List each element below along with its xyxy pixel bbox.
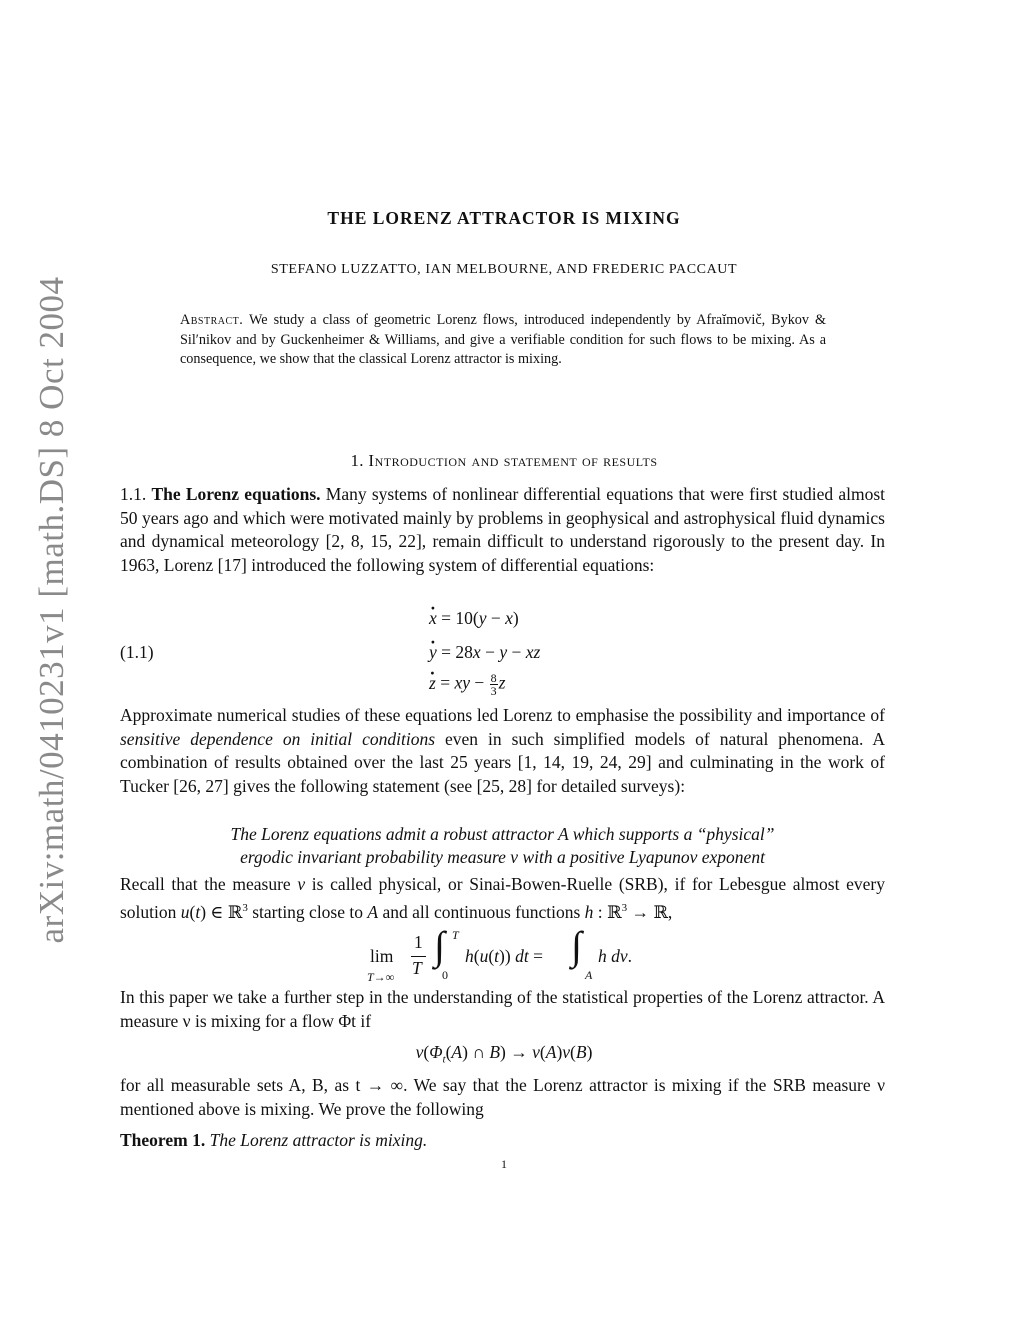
section-title: Introduction and statement of results (368, 451, 658, 470)
section-number: 1. (350, 451, 364, 470)
abstract-label: Abstract. (180, 312, 244, 328)
paragraph-2-before: Approximate numerical studies of these equations led Lorenz to emphasise the possibility and importance of (120, 705, 885, 725)
paper-title: THE LORENZ ATTRACTOR IS MIXING (327, 208, 681, 228)
abstract (180, 311, 826, 370)
intro-paragraph (120, 483, 885, 577)
section-heading (0, 451, 1008, 471)
equation-number: (1.1) (120, 642, 154, 662)
equation-x-dot: x · = 10(y − x) (429, 608, 519, 629)
paragraph-1-text: Many systems of nonlinear differential equations that were first studied almost 50 years ago and which were motivated mainly by problems in geophysical and astrophysical fluid dynamics and dynamical meteorology [2, 8, 15, 22], remain difficult to understand rigorously to the present day. In 1963, Lorenz [17] introduced the following system of differential equations: (120, 484, 885, 575)
paragraph-2-after: even in such simplified models of natural phenomena. A combination of results obtained over the last 25 years [1, 14, 19, 24, 29] and culminating in the work of Tucker [26, 27] gives the following statement (see [25, 28] for detailed surveys): (120, 728, 885, 796)
paragraph-2-emphasis: sensitive dependence on initial conditions (120, 728, 436, 749)
paragraph-srb-definition: Recall that the measure ν is called physical, or Sinai-Bowen-Ruelle (SRB), if for Lebesgue almost every solution u(t) ∈ ℝ$^3$ starting close to A and all continuous functions h : ℝ$^3$ → ℝ, (120, 874, 885, 922)
arxiv-identifier-text: arXiv:math/0410231v1 [math.DS] 8 Oct 2004 (32, 276, 71, 944)
theorem-statement: The Lorenz attractor is mixing. (209, 1130, 428, 1150)
subsection-title: The Lorenz equations. (151, 484, 321, 504)
theorem-label: Theorem 1. (120, 1130, 206, 1150)
paragraph-4: for all measurable sets A, B, as t → ∞. We say that the Lorenz attractor is mixing if the SRB measure ν mentioned above is mixing. We prove the following (120, 1075, 885, 1119)
paragraph-3: In this paper we take a further step in the understanding of the statistical properties of the Lorenz attractor. A measure ν is mixing for a flow Φt if (120, 987, 885, 1031)
equation-y-dot: y · = 28x − y − xz (429, 642, 540, 663)
abstract-text: We study a class of geometric Lorenz flows, introduced independently by Afraĭmovič, Bykov & Sil′nikov and by Guckenheimer & Williams, and give a verifiable condition for such flows to be mixing. As a consequence, we show that the classical Lorenz attractor is mixing. (180, 312, 826, 367)
fraction-eight-thirds: $\frac{8}{3}$ (490, 671, 497, 698)
quote-line-2: ergodic invariant probability measure ν with a positive Lyapunov exponent (240, 847, 765, 867)
quote-line-1: The Lorenz equations admit a robust attractor A which supports a “physical” (230, 824, 775, 844)
equation-z-dot: z · = xy − $\frac{8}{3}$ z (429, 672, 505, 697)
paper-authors: STEFANO LUZZATTO, IAN MELBOURNE, AND FREDERIC PACCAUT (270, 262, 738, 277)
page-number: 1 (501, 1157, 507, 1171)
subsection-number: 1.1. (120, 484, 147, 504)
theorem-1 (120, 1130, 427, 1151)
paragraph-2 (120, 704, 885, 798)
srb-limit-equation: lim T→∞ 1 T ∫ T 0 h(u(t)) dt = ∫ A h dν. (367, 923, 633, 984)
mixing-equation: $\nu(\Phi_t(A)$ ∩ B) → ν(A)ν(B) (415, 1042, 593, 1066)
arxiv-identifier-stamp (18, 270, 86, 950)
